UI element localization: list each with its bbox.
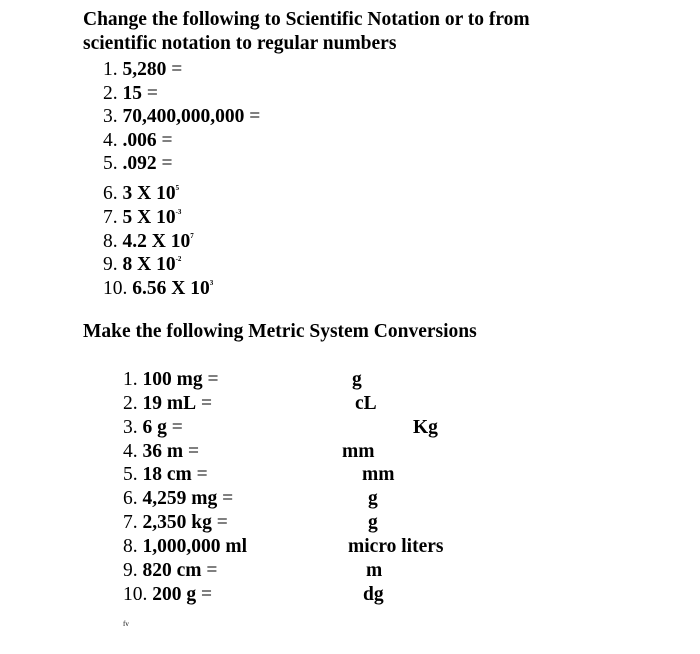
section1-item: 8. 4.2 X $10^7$ (103, 231, 194, 252)
target-unit: micro liters (348, 536, 444, 557)
section1-item: 10. 6.56 X $10^3$ (103, 278, 214, 299)
section1-item: 9. 8 X $10^{-2}$ (103, 254, 182, 275)
section1-item: 7. 5 X $10^{-3}$ (103, 207, 182, 228)
section2-item: 6. 4,259 mg = (123, 488, 234, 509)
section1-item: 3. 70,400,000,000 = (103, 106, 261, 127)
target-unit: Kg (413, 417, 438, 438)
target-unit: g (368, 512, 378, 533)
section2-item: 8. 1,000,000 ml (123, 536, 248, 557)
section2-item: 5. 18 cm = (123, 464, 208, 485)
section2-item: 1. 100 mg = (123, 369, 219, 390)
section1-title-line1: Change the following to Scientific Notation or to from (83, 9, 530, 30)
section2-item: 3. 6 g = (123, 417, 183, 438)
section2-item: 10. 200 g = (123, 584, 212, 605)
section1-item: 6. 3 X $10^5$ (103, 183, 180, 204)
footer-mark: fv (123, 620, 129, 628)
target-unit: m (366, 560, 383, 581)
target-unit: mm (342, 441, 375, 462)
section1-title-line2: scientific notation to regular numbers (83, 33, 397, 54)
section2-item: 2. 19 mL = (123, 393, 212, 414)
target-unit: cL (355, 393, 377, 414)
section1-item: 5. .092 = (103, 153, 173, 174)
target-unit: mm (362, 464, 395, 485)
section2-item: 4. 36 m = (123, 441, 199, 462)
section1-item: 1. 5,280 = (103, 59, 183, 80)
section2-item: 9. 820 cm = (123, 560, 218, 581)
target-unit: g (352, 369, 362, 390)
section2-title: Make the following Metric System Conversions (83, 321, 477, 342)
target-unit: g (368, 488, 378, 509)
target-unit: dg (363, 584, 384, 605)
section1-item: 4. .006 = (103, 130, 173, 151)
section2-item: 7. 2,350 kg = (123, 512, 228, 533)
section1-item: 2. 15 = (103, 83, 158, 104)
